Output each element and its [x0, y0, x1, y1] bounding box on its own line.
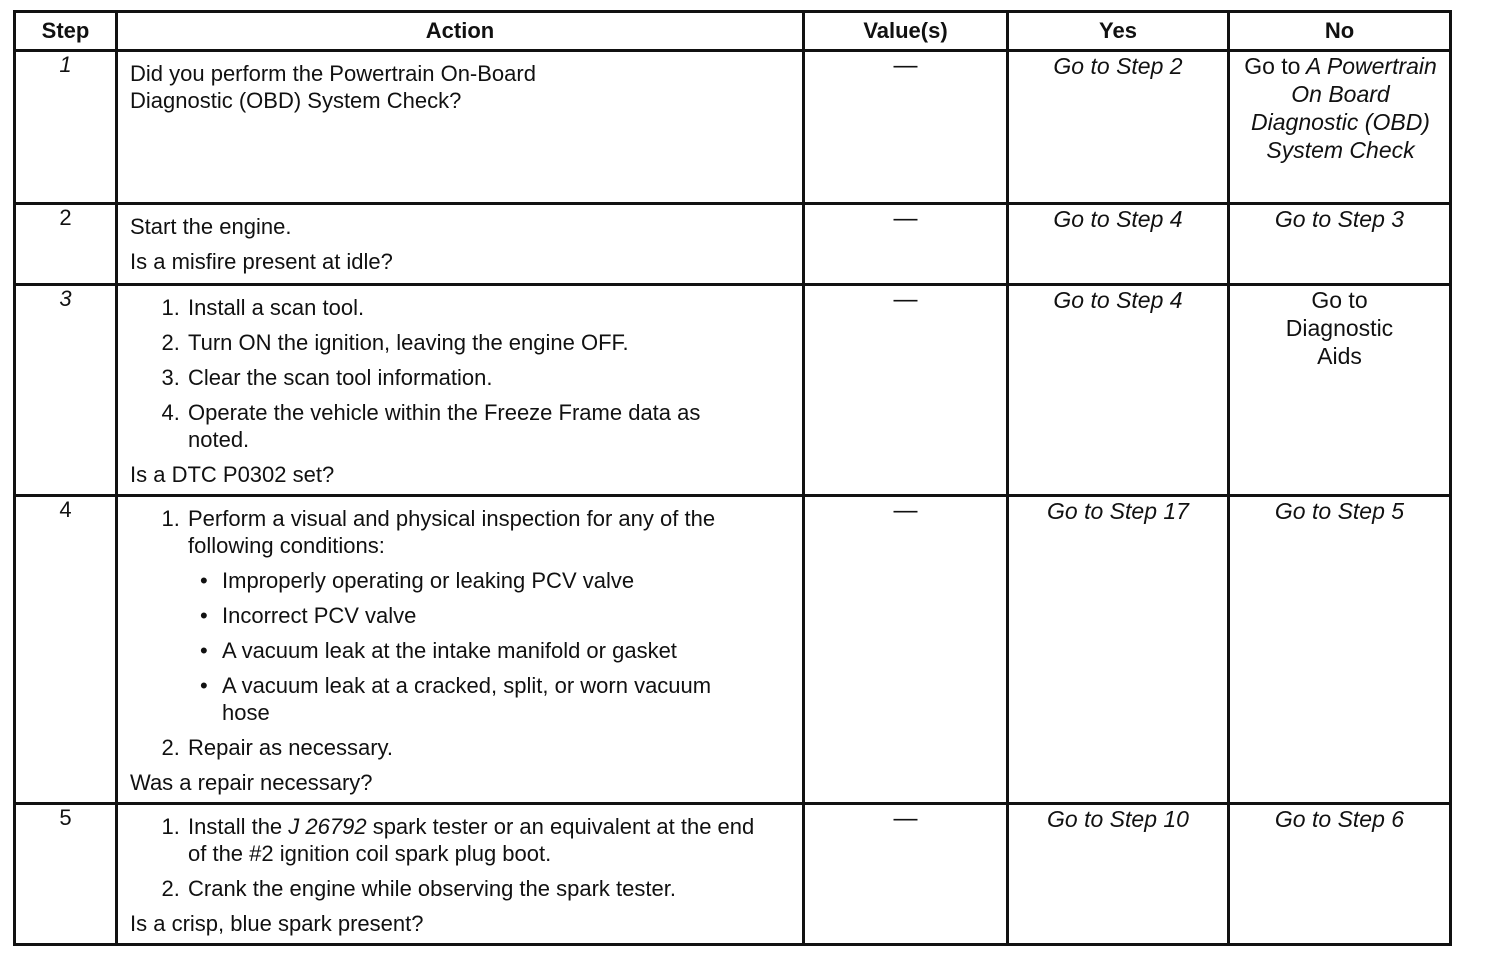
action-text: Did you perform the Powertrain On-Board Diagnostic (OBD) System Check? — [130, 61, 536, 113]
action-question: Was a repair necessary? — [130, 770, 373, 795]
action-step: 1. Install a scan tool. — [186, 294, 792, 321]
step-number: 5 — [15, 804, 117, 945]
step-number: 3 — [15, 285, 117, 496]
action-cell — [117, 51, 804, 204]
action-cell — [117, 496, 804, 804]
action-step: 3. Clear the scan tool information. — [186, 364, 792, 391]
action-cell — [117, 804, 804, 945]
condition-item: • A vacuum leak at the intake manifold or gasket — [222, 637, 772, 664]
value-cell: — — [804, 285, 1008, 496]
no-link-obd-check[interactable]: A Powertrain On Board Diagnostic (OBD) System Check — [1251, 53, 1437, 163]
conditions-list — [188, 567, 772, 726]
action-cell — [117, 204, 804, 285]
action-question: Is a DTC P0302 set? — [130, 462, 335, 487]
diagnostic-table — [13, 10, 1452, 946]
header-action: Action — [117, 12, 804, 51]
action-step: 2. Turn ON the ignition, leaving the engine OFF. — [186, 329, 792, 356]
no-link[interactable]: Go to Step 6 — [1229, 804, 1451, 945]
header-step: Step — [15, 12, 117, 51]
no-cell — [1229, 51, 1451, 204]
action-line: Start the engine. — [130, 214, 292, 239]
header-no: No — [1229, 12, 1451, 51]
no-prefix: Go to — [1244, 53, 1301, 79]
value-cell: — — [804, 51, 1008, 204]
condition-item: • Incorrect PCV valve — [222, 602, 772, 629]
yes-link[interactable]: Go to Step 2 — [1008, 51, 1229, 204]
no-link[interactable]: Go to Step 3 — [1229, 204, 1451, 285]
action-step: 2. Crank the engine while observing the spark tester. — [186, 875, 792, 902]
yes-link[interactable]: Go to Step 10 — [1008, 804, 1229, 945]
step-number: 2 — [15, 204, 117, 285]
condition-item: • A vacuum leak at a cracked, split, or worn vacuum hose — [222, 672, 772, 726]
action-step: 4. Operate the vehicle within the Freeze Frame data as noted. — [186, 399, 792, 453]
no-link-diagnostic-aids[interactable]: Go to Diagnostic Aids — [1229, 285, 1451, 496]
table-row — [15, 51, 1451, 204]
action-steps-list — [130, 813, 792, 902]
yes-link[interactable]: Go to Step 4 — [1008, 285, 1229, 496]
action-question: Is a misfire present at idle? — [130, 249, 393, 274]
action-question: Is a crisp, blue spark present? — [130, 911, 424, 936]
yes-link[interactable]: Go to Step 17 — [1008, 496, 1229, 804]
header-values: Value(s) — [804, 12, 1008, 51]
table-row — [15, 804, 1451, 945]
table-row — [15, 285, 1451, 496]
header-row — [15, 12, 1451, 51]
table-row — [15, 204, 1451, 285]
action-steps-list — [130, 505, 792, 761]
tool-reference: J 26792 — [288, 814, 367, 839]
value-cell: — — [804, 804, 1008, 945]
action-step: 1. Perform a visual and physical inspection for any of the following conditions: • Improperly operating or leaking PCV valve • Incorrect PCV valve • A vacuum leak at the intake manifold or gasket • A vacuum leak at a cracked, split, or worn vacuum hose — [186, 505, 792, 726]
action-step: 2. Repair as necessary. — [186, 734, 792, 761]
step-number: 1 — [15, 51, 117, 204]
step-number: 4 — [15, 496, 117, 804]
condition-item: • Improperly operating or leaking PCV valve — [222, 567, 772, 594]
action-steps-list — [130, 294, 792, 453]
action-cell — [117, 285, 804, 496]
header-yes: Yes — [1008, 12, 1229, 51]
action-step: 1. Install the J 26792 spark tester or an equivalent at the end of the #2 ignition coil spark plug boot. — [186, 813, 792, 867]
value-cell: — — [804, 496, 1008, 804]
table-row — [15, 496, 1451, 804]
value-cell: — — [804, 204, 1008, 285]
yes-link[interactable]: Go to Step 4 — [1008, 204, 1229, 285]
no-link[interactable]: Go to Step 5 — [1229, 496, 1451, 804]
